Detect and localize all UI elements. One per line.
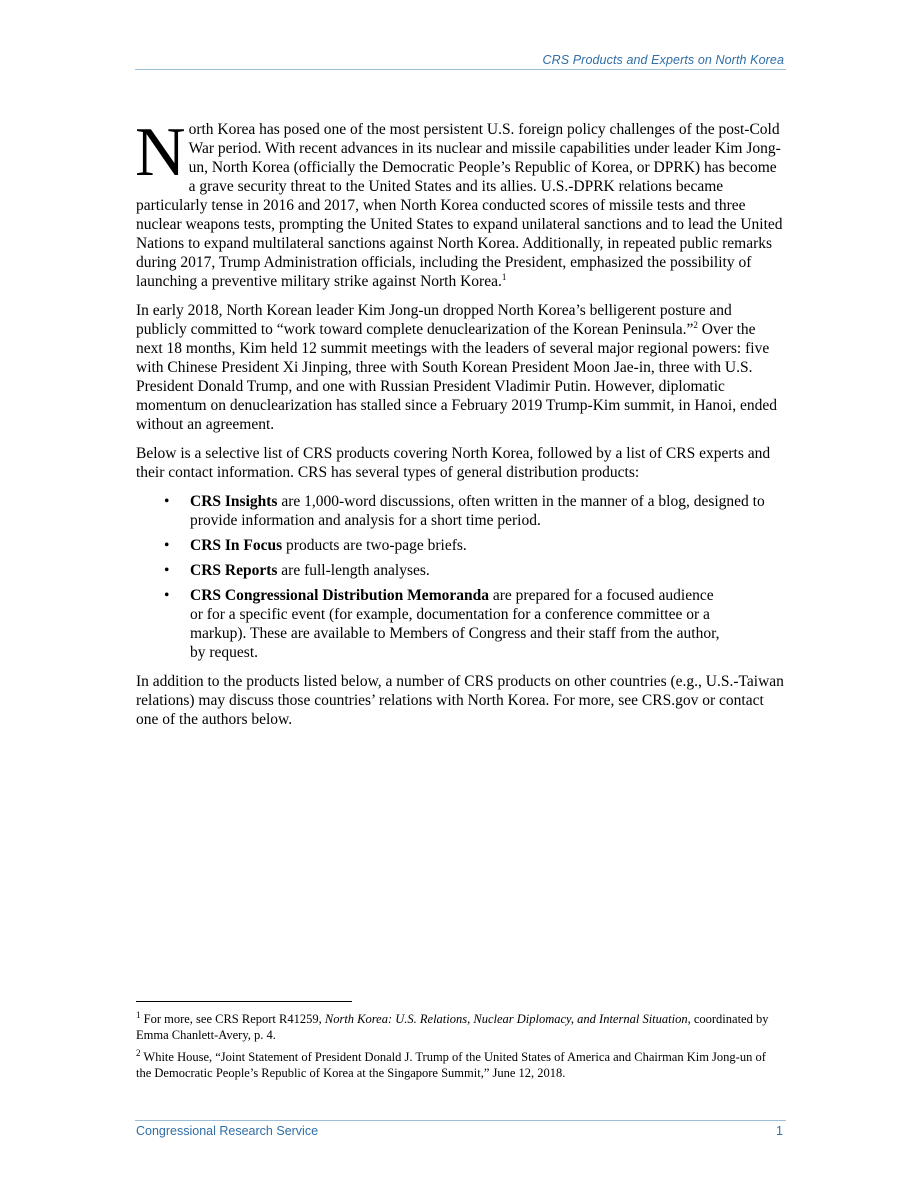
intro-paragraph-1 bbox=[135, 114, 786, 291]
running-header-title: CRS Products and Experts on North Korea bbox=[542, 53, 784, 67]
product-term: CRS In Focus bbox=[190, 537, 283, 554]
footnote-2 bbox=[136, 1049, 776, 1081]
header-divider bbox=[135, 69, 786, 70]
intro-paragraph-1-text: orth Korea has posed one of the most persistent U.S. foreign policy challenges of the post-Cold War period. With recent advances in its nuclear and missile capabilities under leader Kim Jong-un, North Korea (officially the Democratic People’s Republic of Korea, or DPRK) has become a grave security threat to the United States and its allies. U.S.-DPRK relations became particularly tense in 2016 and 2017, when North Korea conducted scores of missile tests and three nuclear weapons tests, prompting the United States to expand unilateral sanctions and to lead the United Nations to expand multilateral sanctions against North Korea. Additionally, in repeated public remarks during 2017, Trump Administration officials, including the President, emphasized the possibility of launching a preventive military strike against North Korea. bbox=[136, 121, 783, 290]
page-number: 1 bbox=[776, 1124, 783, 1138]
footnote-number: 2 bbox=[136, 1047, 141, 1058]
intro-paragraph-2-text-b: Over the next 18 months, Kim held 12 summit meetings with the leaders of several major regional powers: five with Chinese President Xi Jinping, three with South Korean President Moon Jae-in, three with U.S. President Donald Trump, and one with Russian President Vladimir Putin. However, diplomatic momentum on denuclearization has stalled since a February 2019 Trump-Kim summit, in Hanoi, ended without an agreement. bbox=[136, 321, 777, 433]
product-description: products are two-page briefs. bbox=[282, 537, 467, 554]
footnote-text: For more, see CRS Report R41259, bbox=[140, 1012, 325, 1026]
product-description: are prepared for a focused audience or for a specific event (for example, documentation for a conference committee or a markup). These are available to Members of Congress and their staff from the author, by request. bbox=[190, 587, 720, 661]
closing-paragraph: In addition to the products listed below, a number of CRS products on other countries (e.g., U.S.-Taiwan relations) may discuss those countries’ relations with North Korea. For more, see CRS.gov or contact one of the authors below. bbox=[136, 673, 784, 728]
document-body bbox=[135, 114, 786, 739]
footnote-text-tail: , coordinated by Emma Chanlett-Avery, p. 4. bbox=[136, 1012, 769, 1042]
bullet-icon: • bbox=[164, 562, 170, 579]
list-item bbox=[136, 492, 786, 530]
product-description: are full-length analyses. bbox=[277, 562, 430, 579]
report-title: North Korea: U.S. Relations, Nuclear Diplomacy, and Internal Situation bbox=[324, 1012, 688, 1026]
footnote-divider bbox=[136, 1001, 352, 1002]
footer-divider bbox=[135, 1120, 786, 1121]
drop-cap: N bbox=[135, 114, 186, 191]
footnote-number: 1 bbox=[136, 1009, 141, 1020]
intro-paragraph-2-text-a: In early 2018, North Korean leader Kim Jong-un dropped North Korea’s belligerent posture and publicly committed to “work toward complete denuclearization of the Korean Peninsula.” bbox=[136, 302, 732, 338]
product-term: CRS Congressional Distribution Memoranda bbox=[190, 587, 489, 604]
footnote-ref-2[interactable]: 2 bbox=[693, 319, 698, 330]
list-item bbox=[136, 586, 786, 662]
footnote-ref-1[interactable]: 1 bbox=[501, 271, 507, 282]
product-types-list bbox=[136, 492, 786, 662]
list-item bbox=[136, 561, 786, 580]
footnote-1 bbox=[136, 1011, 776, 1043]
bullet-icon: • bbox=[164, 493, 170, 510]
list-item bbox=[136, 536, 786, 555]
bullet-icon: • bbox=[164, 587, 170, 604]
product-term: CRS Insights bbox=[190, 493, 278, 510]
product-description: are 1,000-word discussions, often written in the manner of a blog, designed to provide information and analysis for a short time period. bbox=[190, 493, 765, 529]
bullet-icon: • bbox=[164, 537, 170, 554]
footnotes bbox=[136, 1011, 776, 1087]
intro-paragraph-3: Below is a selective list of CRS products covering North Korea, followed by a list of CRS experts and their contact information. CRS has several types of general distribution products: bbox=[136, 445, 771, 481]
footnote-text: White House, “Joint Statement of President Donald J. Trump of the United States of America and Chairman Kim Jong-un of the Democratic People’s Republic of Korea at the Singapore Summit,” June 12, 2018. bbox=[136, 1050, 766, 1080]
intro-paragraph-2 bbox=[136, 301, 786, 434]
footer-organization: Congressional Research Service bbox=[136, 1124, 319, 1138]
product-term: CRS Reports bbox=[190, 562, 278, 579]
